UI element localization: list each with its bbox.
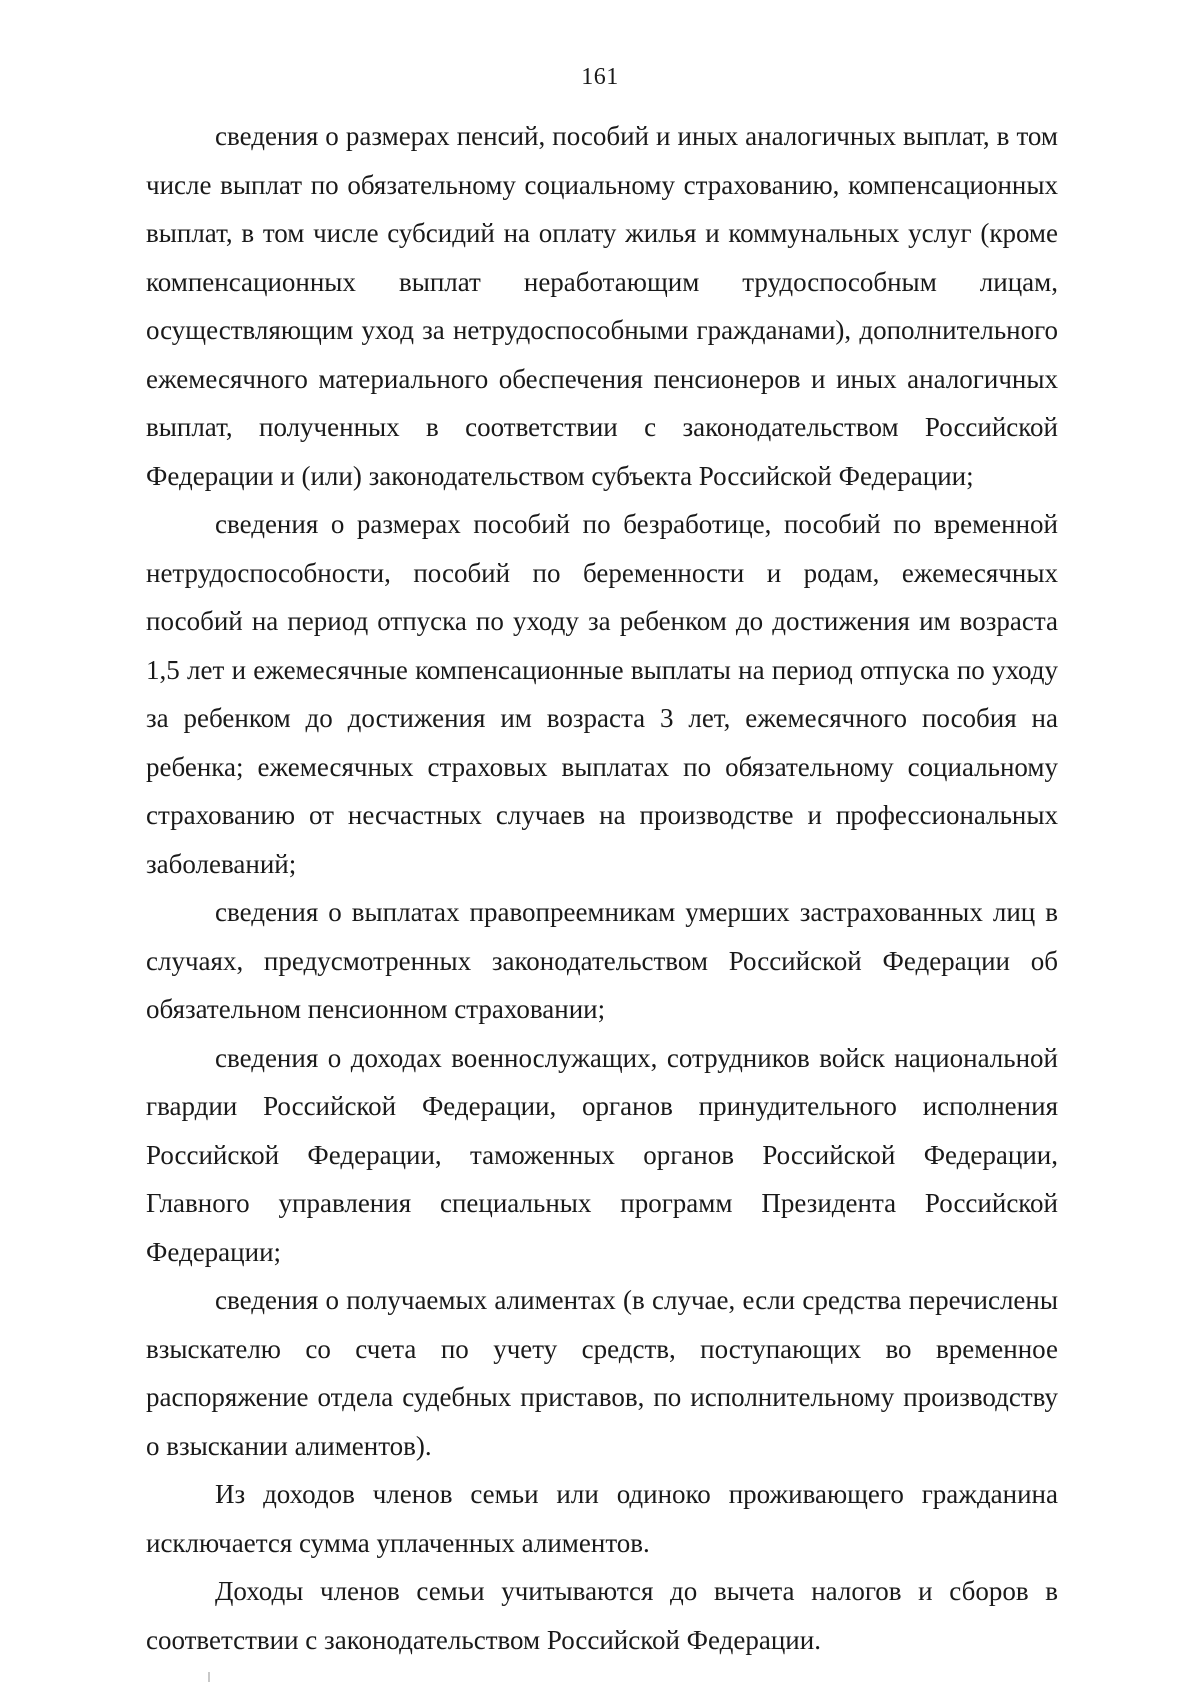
paragraph-alimony-excluded: Из доходов членов семьи или одиноко проживающего гражданина исключается сумма уплаченных алиментов. [146, 1479, 1058, 1558]
paragraph-military-income: сведения о доходах военнослужащих, сотрудников войск национальной гвардии Российской Федерации, органов принудительного исполнения Российской Федерации, таможенных органов Российской Федерации, Главного управления специальных программ Президента Российской Федерации; [146, 1042, 1058, 1267]
scan-artifact [208, 1672, 210, 1682]
paragraph-unemployment-benefits: сведения о размерах пособий по безработице, пособий по временной нетрудоспособности, пособий по беременности и родам, ежемесячных пособий на период отпуска по уходу за ребенком до достижения им возраста 1,5 лет и ежемесячные компенсационные выплаты на период отпуска по уходу за ребенком до достижения им возраста 3 лет, ежемесячного пособия на ребенка; ежемесячных страховых выплатах по обязательному социальному страхованию от несчастных случаев на производстве и профессиональных заболеваний; [146, 509, 1058, 879]
paragraph-pension-benefits: сведения о размерах пенсий, пособий и иных аналогичных выплат, в том числе выплат по обязательному социальному страхованию, компенсационных выплат, в том числе субсидий на оплату жилья и коммунальных услуг (кроме компенсационных выплат неработающим трудоспособным лицам, осуществляющим уход за нетрудоспособными гражданами), дополнительного ежемесячного материального обеспечения пенсионеров и иных аналогичных выплат, полученных в соответствии с законодательством Российской Федерации и (или) законодательством субъекта Российской Федерации; [146, 121, 1058, 491]
paragraph-successor-payments: сведения о выплатах правопреемникам умерших застрахованных лиц в случаях, предусмотренных законодательством Российской Федерации об обязательном пенсионном страховании; [146, 897, 1058, 1024]
page-number: 161 [581, 64, 619, 90]
paragraph-alimony-received: сведения о получаемых алиментах (в случае, если средства перечислены взыскателю со счета по учету средств, поступающих во временное распоряжение отдела судебных приставов, по исполнительному производству о взыскании алиментов). [146, 1285, 1058, 1461]
paragraph-income-before-taxes: Доходы членов семьи учитываются до вычета налогов и сборов в соответствии с законодательством Российской Федерации. [146, 1576, 1058, 1655]
document-body [146, 112, 1058, 1664]
